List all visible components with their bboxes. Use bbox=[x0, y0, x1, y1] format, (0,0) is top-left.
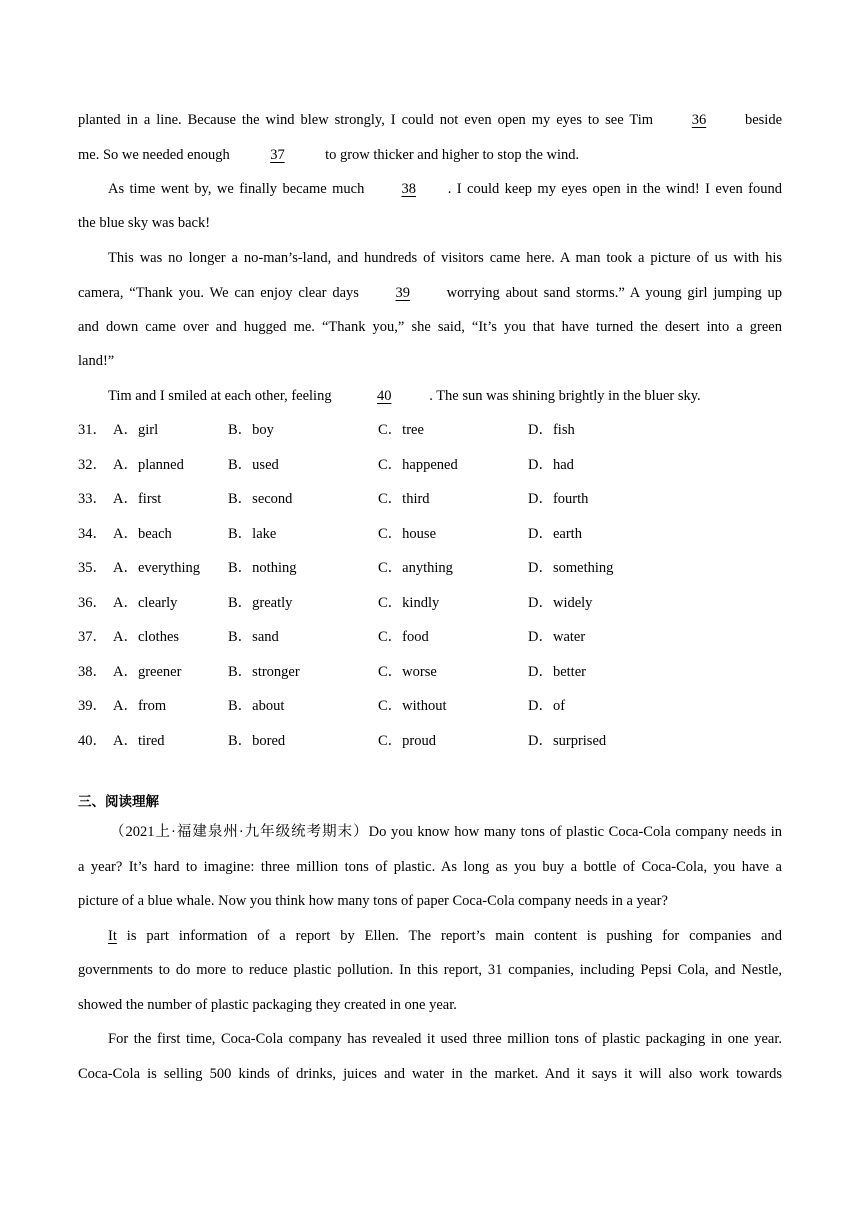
question-number: 33． bbox=[78, 491, 107, 507]
passage-text: . The sun was shining brightly in the bluer sky. bbox=[429, 388, 701, 404]
passage-text: me. So we needed enough bbox=[78, 147, 230, 163]
option-a: A．girl bbox=[113, 422, 159, 438]
option-d: D．earth bbox=[528, 526, 582, 542]
option-b: B．sand bbox=[228, 629, 279, 645]
blank-36: 36 bbox=[691, 112, 707, 128]
option-c: C．anything bbox=[378, 560, 453, 576]
passage-text: worrying about sand storms.” A young girl jumping up bbox=[446, 285, 783, 301]
reading-line bbox=[78, 995, 782, 1015]
option-a: A．clearly bbox=[113, 595, 178, 611]
passage-text: and down came over and hugged me. “Thank you,” she said, “It’s you that have turned the desert into a green bbox=[78, 319, 782, 335]
option-b: B．boy bbox=[228, 422, 274, 438]
blank-40: 40 bbox=[376, 388, 392, 404]
passage-line bbox=[108, 386, 782, 406]
option-c: C．kindly bbox=[378, 595, 440, 611]
passage-text: land!” bbox=[78, 353, 115, 369]
passage-text: beside bbox=[744, 112, 783, 128]
question-number: 40． bbox=[78, 733, 107, 749]
option-b: B．greatly bbox=[228, 595, 293, 611]
option-d: D．water bbox=[528, 629, 586, 645]
option-a: A．planned bbox=[113, 457, 184, 473]
passage-text: camera, “Thank you. We can enjoy clear days bbox=[78, 285, 359, 301]
option-c: C．food bbox=[378, 629, 429, 645]
question-number: 37． bbox=[78, 629, 107, 645]
option-a: A．first bbox=[113, 491, 162, 507]
question-number: 32． bbox=[78, 457, 107, 473]
reading-line bbox=[78, 1064, 782, 1084]
option-d: D．had bbox=[528, 457, 574, 473]
reading-line bbox=[78, 857, 782, 877]
option-d: D．fish bbox=[528, 422, 575, 438]
option-a: A．tired bbox=[113, 733, 165, 749]
option-c: C．without bbox=[378, 698, 447, 714]
option-a: A．clothes bbox=[113, 629, 180, 645]
option-d: D．fourth bbox=[528, 491, 589, 507]
passage-line bbox=[78, 351, 782, 371]
passage-line bbox=[78, 283, 782, 303]
passage-text: to grow thicker and higher to stop the wind. bbox=[325, 147, 580, 163]
question-number: 39． bbox=[78, 698, 107, 714]
option-a: A．from bbox=[113, 698, 167, 714]
passage-text: Tim and I smiled at each other, feeling bbox=[108, 388, 332, 404]
option-b: B．second bbox=[228, 491, 293, 507]
question-number: 35． bbox=[78, 560, 107, 576]
option-c: C．house bbox=[378, 526, 436, 542]
option-b: B．bored bbox=[228, 733, 286, 749]
passage-line bbox=[78, 213, 782, 233]
reading-text: For the first time, Coca-Cola company has revealed it used three million tons of plastic packaging in one year. bbox=[108, 1031, 782, 1047]
option-c: C．third bbox=[378, 491, 430, 507]
option-d: D．of bbox=[528, 698, 566, 714]
reading-text: a year? It’s hard to imagine: three million tons of plastic. As long as you buy a bottle of Coca-Cola, you have a bbox=[78, 859, 782, 875]
option-a: A．beach bbox=[113, 526, 172, 542]
blank-39: 39 bbox=[395, 285, 411, 301]
option-d: D．surprised bbox=[528, 733, 607, 749]
option-c: C．worse bbox=[378, 664, 437, 680]
option-b: B．lake bbox=[228, 526, 277, 542]
question-number: 38． bbox=[78, 664, 107, 680]
option-c: C．proud bbox=[378, 733, 436, 749]
reading-line bbox=[108, 926, 782, 946]
passage-text: As time went by, we finally became much bbox=[108, 181, 365, 197]
underlined-word: It bbox=[108, 928, 117, 944]
section-heading: 三、阅读理解 bbox=[78, 794, 159, 810]
option-b: B．stronger bbox=[228, 664, 300, 680]
passage-text: This was no longer a no-man’s-land, and hundreds of visitors came here. A man took a picture of us with his bbox=[108, 250, 782, 266]
reading-line bbox=[110, 822, 782, 842]
option-b: B．used bbox=[228, 457, 279, 473]
question-number: 34． bbox=[78, 526, 107, 542]
reading-line bbox=[78, 891, 782, 911]
reading-text: Coca-Cola is selling 500 kinds of drinks, juices and water in the market. And it says it will also work towards bbox=[78, 1066, 782, 1082]
option-a: A．everything bbox=[113, 560, 200, 576]
reading-line bbox=[78, 960, 782, 980]
option-d: D．better bbox=[528, 664, 586, 680]
reading-text: governments to do more to reduce plastic pollution. In this report, 31 companies, including Pepsi Cola, and Nestle, bbox=[78, 962, 782, 978]
option-d: D．widely bbox=[528, 595, 593, 611]
passage-line bbox=[108, 179, 782, 199]
blank-37: 37 bbox=[270, 147, 285, 163]
option-c: C．happened bbox=[378, 457, 458, 473]
blank-38: 38 bbox=[401, 181, 416, 197]
reading-text: showed the number of plastic packaging they created in one year. bbox=[78, 997, 457, 1013]
passage-text: the blue sky was back! bbox=[78, 215, 211, 231]
passage-text: planted in a line. Because the wind blew strongly, I could not even open my eyes to see Tim bbox=[78, 112, 654, 128]
option-b: B．nothing bbox=[228, 560, 297, 576]
option-b: B．about bbox=[228, 698, 285, 714]
passage-text: . I could keep my eyes open in the wind! I even found bbox=[447, 181, 782, 197]
passage-line bbox=[78, 317, 782, 337]
option-a: A．greener bbox=[113, 664, 182, 680]
question-number: 31． bbox=[78, 422, 107, 438]
reading-text: is part information of a report by Ellen. The report’s main content is pushing for companies and bbox=[116, 928, 782, 944]
reading-line bbox=[108, 1029, 782, 1049]
reading-text: （2021上·福建泉州·九年级统考期末）Do you know how many tons of plastic Coca-Cola company needs in bbox=[110, 824, 782, 840]
option-d: D．something bbox=[528, 560, 614, 576]
reading-text: picture of a blue whale. Now you think how many tons of paper Coca-Cola company needs in a year? bbox=[78, 893, 668, 909]
passage-line bbox=[78, 110, 782, 130]
option-c: C．tree bbox=[378, 422, 424, 438]
question-number: 36． bbox=[78, 595, 107, 611]
passage-line bbox=[108, 248, 782, 268]
passage-line bbox=[78, 145, 782, 165]
